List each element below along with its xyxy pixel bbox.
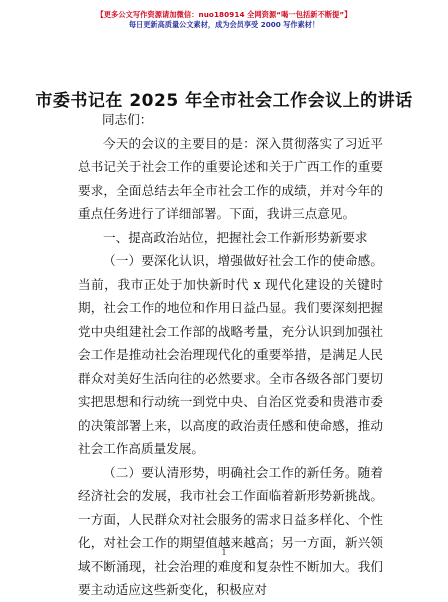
promo-line-2: 每日更新高质量公文素材，成为会员享受 2000 写作素材！ [128,20,320,29]
promo-line-1: 【更多公文写作资源请加微信：nuo180914 全网资源“喝一包括新不断提”】 [96,10,352,19]
paragraph-intro: 今天的会议的主要目的是：深入贯彻落实了习近平总书记关于社会工作的重要论述和关于广西工作的重要要求，全面总结去年全市社会工作的成绩，并对今年的重点任务进行了详细部署。下面，我讲三点意见。 [78,135,383,221]
section-heading-1: 一、提高政治站位，把握社会工作新形势新要求 [103,229,368,245]
paragraph-2: （二）要认清形势，明确社会工作的新任务。随着经济社会的发展，我市社会工作面临着新形势新挑战。一方面，人民群众对社会服务的需求日益多样化、个性化，对社会工作的期望值越来越高；另一方面，新兴领域不断涌现，社会治理的难度和复杂性不断加大。我们要主动适应这些新变化，积极应对 [78,464,383,597]
document-body [78,108,383,602]
document-title: 市委书记在 2025 年全市社会工作会议上的讲话 [35,91,413,111]
paragraph-1: （一）要深化认识，增强做好社会工作的使命感。当前，我市正处于加快新时代 x 现代化建设的关键时期，社会工作的地位和作用日益凸显。我们要深刻把握党中央组建社会工作部的战略考量，充分认识到加强社会工作是推动社会治理现代化的重要举措，是满足人民群众对美好生活向往的必然要求。全市各级各部门要切实把思想和行动统一到党中央、自治区党委和贵港市委的决策部署上来，以高度的政治责任感和使命感，推动社会工作高质量发展。 [78,253,383,456]
promo-banner [0,10,448,30]
page-number: 1 [221,548,227,557]
salutation: 同志们： [102,112,153,127]
